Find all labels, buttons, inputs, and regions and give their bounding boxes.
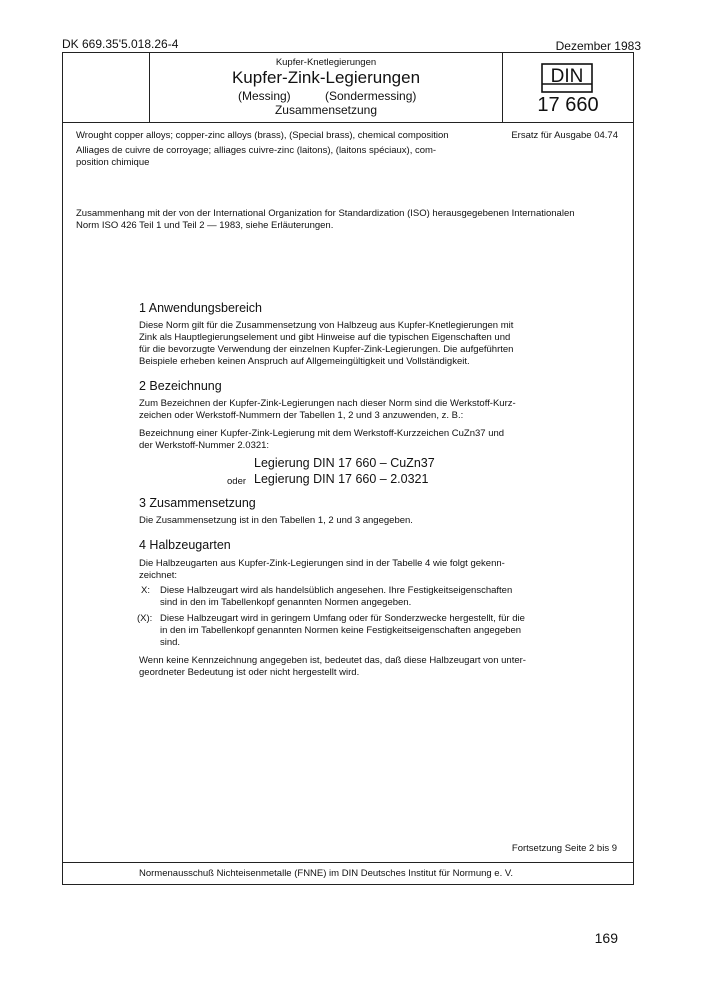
- english-title: Wrought copper alloys; copper-zinc alloys (brass), (Special brass), chemical composition: [76, 130, 449, 141]
- french-title-line2: position chimique: [76, 157, 150, 168]
- section-2-heading: 2 Bezeichnung: [139, 379, 222, 393]
- footer-divider: [62, 862, 634, 863]
- din-logo-text: DIN: [550, 66, 584, 87]
- dk-classification: DK 669.35'5.018.26-4: [62, 37, 179, 51]
- header-divider: [62, 122, 634, 123]
- replacement-note: Ersatz für Ausgabe 04.74: [511, 130, 618, 141]
- iso-note-line1: Zusammenhang mit der von der International Organization for Standardization (ISO) herausgegebenen Internationalen: [76, 208, 575, 219]
- committee-line: Normenausschuß Nichteisenmetalle (FNNE) im DIN Deutsches Institut für Normung e. V.: [139, 868, 513, 879]
- section-4-intro-line: Die Halbzeugarten aus Kupfer-Zink-Legierungen sind in der Tabelle 4 wie folgt gekenn-: [139, 558, 505, 569]
- iso-note-line2: Norm ISO 426 Teil 1 und Teil 2 — 1983, siehe Erläuterungen.: [76, 220, 334, 231]
- section-1-line: Diese Norm gilt für die Zusammensetzung von Halbzeug aus Kupfer-Knetlegierungen mit: [139, 320, 514, 331]
- subtitle-messing: (Messing): [238, 89, 291, 103]
- section-2-example-line: der Werkstoff-Nummer 2.0321:: [139, 440, 270, 451]
- marker-px-line: Diese Halbzeugart wird in geringem Umfang oder für Sonderzwecke hergestellt, für die: [160, 613, 525, 624]
- subtitle-composition: Zusammensetzung: [274, 103, 378, 117]
- continuation-note: Fortsetzung Seite 2 bis 9: [511, 843, 617, 854]
- section-3-heading: 3 Zusammensetzung: [139, 496, 256, 510]
- standard-title: Kupfer-Zink-Legierungen: [231, 68, 421, 87]
- publication-date: Dezember 1983: [555, 39, 641, 53]
- marker-px-line: in den im Tabellenkopf genannten Normen keine Festigkeitseigenschaften angegeben: [160, 625, 522, 636]
- marker-x-line: sind in den im Tabellenkopf genannten Normen angegeben.: [160, 597, 412, 608]
- designation-formula-1: Legierung DIN 17 660 – CuZn37: [254, 456, 435, 470]
- standard-category: Kupfer-Knetlegierungen: [275, 57, 377, 68]
- marker-x-line: Diese Halbzeugart wird als handelsüblich angesehen. Ihre Festigkeitseigenschaften: [160, 585, 513, 596]
- section-4-heading: 4 Halbzeugarten: [139, 538, 231, 552]
- french-title-line1: Alliages de cuivre de corroyage; alliages cuivre-zinc (laitons), (laitons spéciaux), com-: [76, 145, 437, 156]
- section-1-line: für die bevorzugte Verwendung der einzelnen Kupfer-Zink-Legierungen. Die aufgeführten: [139, 344, 514, 355]
- page-number: 169: [594, 930, 618, 946]
- din-logo: [541, 63, 593, 93]
- section-1-line: Beispiele erheben keinen Anspruch auf Allgemeingültigkeit und Vollständigkeit.: [139, 356, 470, 367]
- section-1-heading: 1 Anwendungsbereich: [139, 301, 263, 315]
- designation-formula-2: Legierung DIN 17 660 – 2.0321: [254, 472, 429, 486]
- designation-oder: oder: [227, 476, 247, 487]
- section-2-line: zeichen oder Werkstoff-Nummern der Tabellen 1, 2 und 3 anzuwenden, z. B.:: [139, 410, 464, 421]
- section-2-line: Zum Bezeichnen der Kupfer-Zink-Legierungen nach dieser Norm sind die Werkstoff-Kurz-: [139, 398, 516, 409]
- section-3-line: Die Zusammensetzung ist in den Tabellen 1, 2 und 3 angegeben.: [139, 515, 413, 526]
- section-4-closing-line: Wenn keine Kennzeichnung angegeben ist, bedeutet das, daß diese Halbzeugart von unter-: [139, 655, 526, 666]
- section-4-closing-line: geordneter Bedeutung ist oder nicht hergestellt wird.: [139, 667, 360, 678]
- standard-number: 17 660: [537, 94, 599, 116]
- section-4-intro-line: zeichnet:: [139, 570, 178, 581]
- marker-px-line: sind.: [160, 637, 181, 648]
- subtitle-sondermessing: (Sondermessing): [325, 89, 417, 103]
- section-2-example-line: Bezeichnung einer Kupfer-Zink-Legierung mit dem Werkstoff-Kurzzeichen CuZn37 und: [139, 428, 505, 439]
- marker-x: X:: [141, 585, 150, 596]
- marker-x-parenthesized: (X):: [137, 613, 153, 624]
- section-1-line: Zink als Hauptlegierungselement und gibt Hinweise auf die typischen Eigenschaften und: [139, 332, 511, 343]
